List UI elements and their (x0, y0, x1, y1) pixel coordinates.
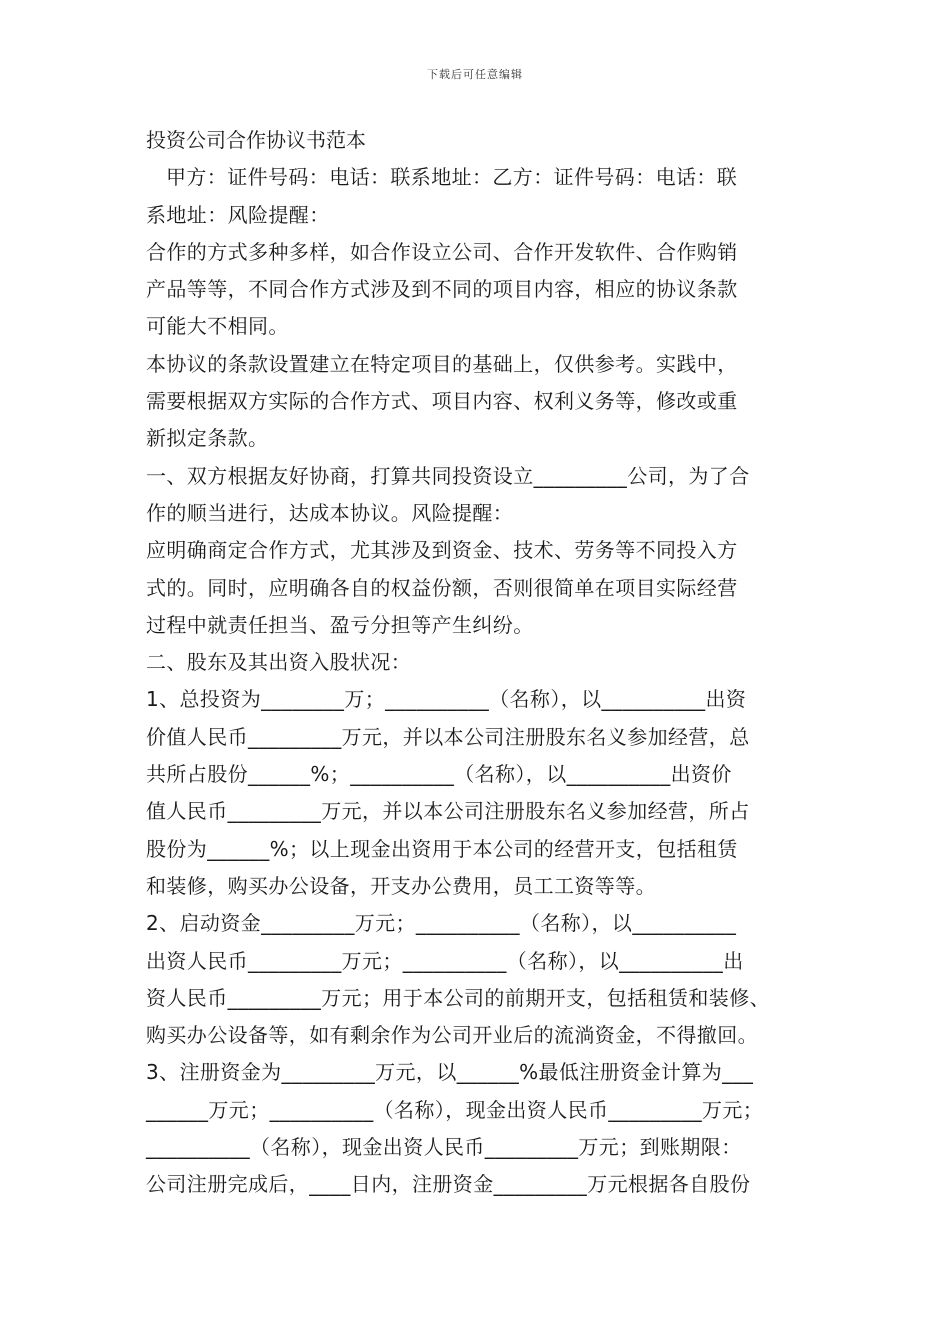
paragraph-line: 3、注册资金为_________万元，以______%最低注册资金计算为___ (146, 1060, 754, 1085)
paragraph-line: 式的。同时，应明确各自的权益份额，否则很简单在项目实际经营 (146, 575, 738, 600)
paragraph-line: __________（名称），现金出资人民币_________万元；到账期限： (146, 1135, 742, 1160)
paragraph-line: 本协议的条款设置建立在特定项目的基础上，仅供参考。实践中， (146, 351, 738, 376)
paragraph-line: 公司注册完成后，____日内，注册资金_________万元根据各自股份 (146, 1172, 751, 1197)
paragraph-line: 应明确商定合作方式，尤其涉及到资金、技术、劳务等不同投入方 (146, 538, 738, 563)
paragraph-line: 共所占股份______%；__________（名称），以__________出资价 (146, 762, 732, 787)
paragraph-line: 股份为______%；以上现金出资用于本公司的经营开支，包括租赁 (146, 836, 738, 861)
paragraph-line: 1、总投资为________万；__________（名称），以__________出资 (146, 687, 747, 712)
paragraph-line: 合作的方式多种多样，如合作设立公司、合作开发软件、合作购销 (146, 239, 738, 264)
paragraph-line: 甲方：证件号码：电话：联系地址：乙方：证件号码：电话：联 (166, 165, 738, 190)
paragraph-line: 过程中就责任担当、盈亏分担等产生纠纷。 (146, 612, 534, 637)
paragraph-line: 价值人民币_________万元，并以本公司注册股东名义参加经营，总 (146, 724, 750, 749)
header-note: 下载后可任意编辑 (427, 68, 523, 81)
paragraph-line: 2、启动资金_________万元；__________（名称），以__________ (146, 911, 737, 936)
document-body (146, 122, 826, 1204)
paragraph-line: 购买办公设备等，如有剩余作为公司开业后的流淌资金，不得撤回。 (146, 1023, 758, 1048)
paragraph-line: 出资人民币_________万元；__________（名称），以__________出 (146, 948, 744, 973)
paragraph-line: 作的顺当进行，达成本协议。风险提醒： (146, 500, 514, 525)
paragraph-line: 值人民币_________万元，并以本公司注册股东名义参加经营，所占 (146, 799, 750, 824)
paragraph-line: 新拟定条款。 (146, 426, 269, 451)
paragraph-line: 一、双方根据友好协商，打算共同投资设立_________公司，为了合 (146, 463, 750, 488)
paragraph-line: 需要根据双方实际的合作方式、项目内容、权利义务等，修改或重 (146, 389, 738, 414)
paragraph-line: 产品等等，不同合作方式涉及到不同的项目内容，相应的协议条款 (146, 277, 738, 302)
paragraph-line: 可能大不相同。 (146, 314, 289, 339)
section-heading: 二、股东及其出资入股状况： (146, 650, 412, 675)
document-title: 投资公司合作协议书范本 (146, 128, 366, 152)
paragraph-line: 系地址：风险提醒： (146, 202, 330, 227)
paragraph-line: ______万元；__________（名称），现金出资人民币_________万元； (146, 1097, 764, 1122)
paragraph-line: 资人民币_________万元；用于本公司的前期开支，包括租赁和装修、 (146, 985, 770, 1010)
paragraph-line: 和装修，购买办公设备，开支办公费用，员工工资等等。 (146, 873, 656, 898)
